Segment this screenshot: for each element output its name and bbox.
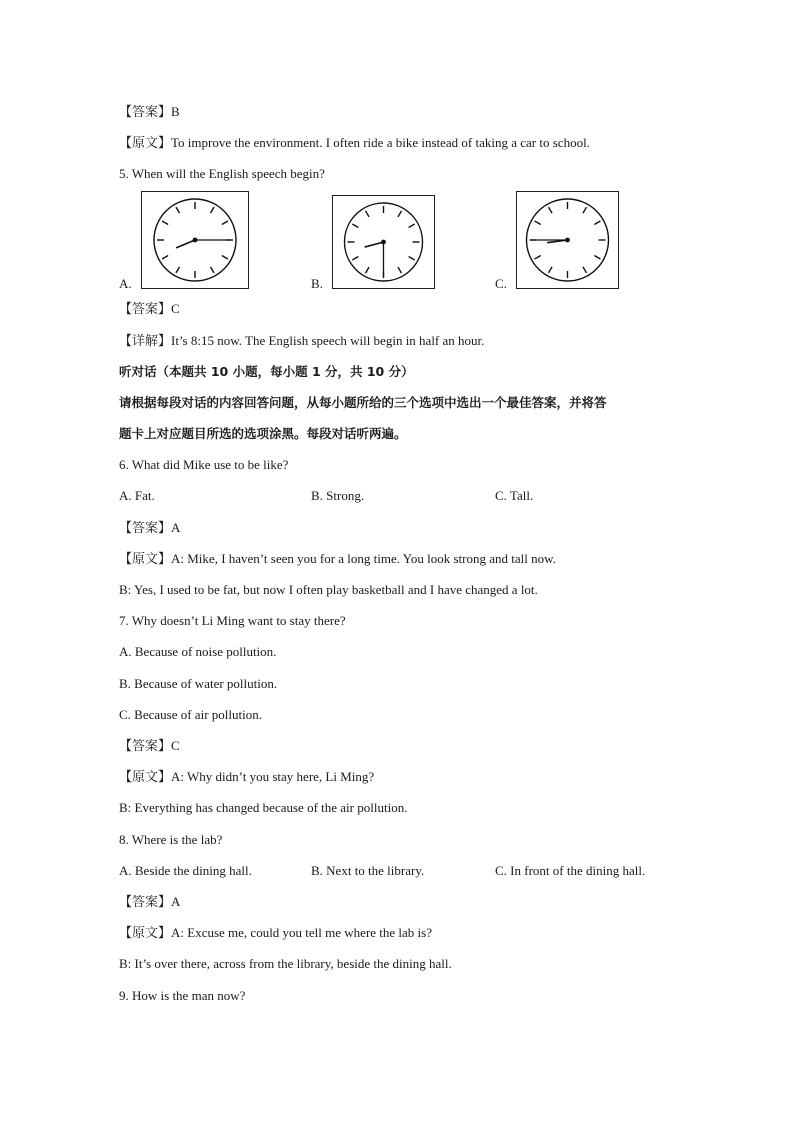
answer-prev: 【答案】B bbox=[119, 104, 180, 119]
transcript-8b: B: It’s over there, across from the library, beside the dining hall. bbox=[119, 956, 452, 971]
clock-center bbox=[381, 240, 386, 245]
transcript-6a: 【原文】A: Mike, I haven’t seen you for a long time. You look strong and tall now. bbox=[119, 551, 556, 566]
transcript-7b: B: Everything has changed because of the air pollution. bbox=[119, 800, 408, 815]
q8-option-b: B. Next to the library. bbox=[311, 863, 425, 878]
q5-option-b-label: B. bbox=[311, 276, 323, 291]
question-9: 9. How is the man now? bbox=[119, 988, 246, 1003]
answer-6: 【答案】A bbox=[119, 520, 181, 535]
q8-option-a: A. Beside the dining hall. bbox=[119, 863, 252, 878]
question-7: 7. Why doesn’t Li Ming want to stay there? bbox=[119, 613, 346, 628]
instructions-line-2: 题卡上对应题目所选的选项涂黑。每段对话听两遍。 bbox=[119, 426, 407, 441]
question-6: 6. What did Mike use to be like? bbox=[119, 457, 289, 472]
instructions-line-1: 请根据每段对话的内容回答问题，从每小题所给的三个选项中选出一个最佳答案，并将答 bbox=[119, 395, 607, 410]
q6-option-c: C. Tall. bbox=[495, 488, 534, 503]
clock-option-b bbox=[332, 195, 435, 289]
q5-option-a-label: A. bbox=[119, 276, 132, 291]
transcript-8a: 【原文】A: Excuse me, could you tell me where the lab is? bbox=[119, 925, 433, 940]
q7-option-c: C. Because of air pollution. bbox=[119, 707, 262, 722]
transcript-prev: 【原文】To improve the environment. I often ride a bike instead of taking a car to school. bbox=[119, 135, 590, 150]
q5-option-c-label: C. bbox=[495, 276, 507, 291]
q7-option-a: A. Because of noise pollution. bbox=[119, 644, 277, 659]
q7-option-b: B. Because of water pollution. bbox=[119, 676, 278, 691]
transcript-7a: 【原文】A: Why didn’t you stay here, Li Ming? bbox=[119, 769, 375, 784]
section-title: 听对话（本题共 10 小题，每小题 1 分，共 10 分） bbox=[119, 364, 414, 379]
detail-5: 【详解】It’s 8:15 now. The English speech will begin in half an hour. bbox=[119, 333, 485, 348]
answer-8: 【答案】A bbox=[119, 894, 181, 909]
q8-option-c: C. In front of the dining hall. bbox=[495, 863, 646, 878]
question-8: 8. Where is the lab? bbox=[119, 832, 223, 847]
transcript-6b: B: Yes, I used to be fat, but now I often play basketball and I have changed a lot. bbox=[119, 582, 538, 597]
clock-center bbox=[193, 238, 198, 243]
question-5: 5. When will the English speech begin? bbox=[119, 166, 325, 181]
q6-option-b: B. Strong. bbox=[311, 488, 365, 503]
answer-5: 【答案】C bbox=[119, 301, 180, 316]
clock-option-c bbox=[516, 191, 619, 289]
clock-option-a bbox=[141, 191, 249, 289]
q6-option-a: A. Fat. bbox=[119, 488, 155, 503]
clock-center bbox=[565, 238, 570, 243]
answer-7: 【答案】C bbox=[119, 738, 180, 753]
